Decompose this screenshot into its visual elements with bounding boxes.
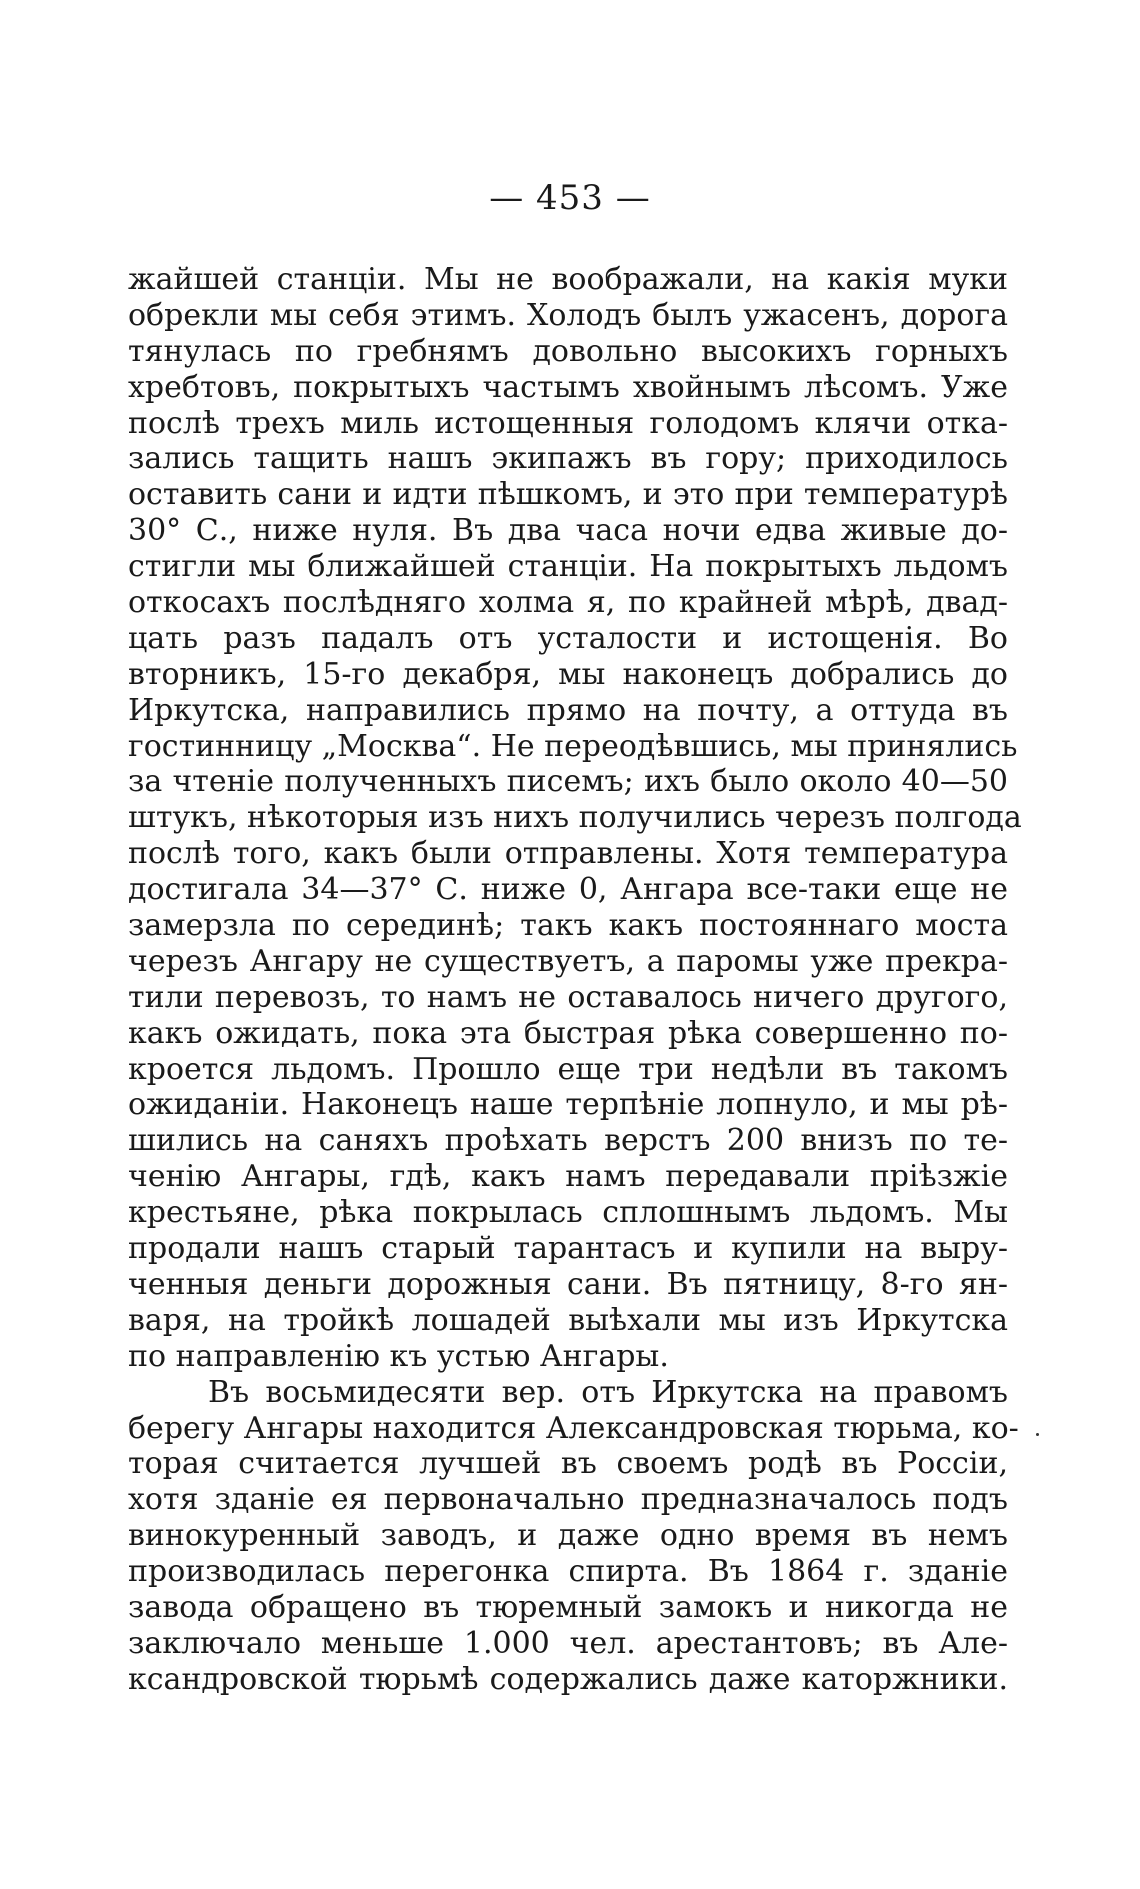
text-line: производилась перегонка спирта. Въ 1864 г. зданіе bbox=[128, 1554, 1008, 1590]
text-line: хотя зданіе ея первоначально предназначалось подъ bbox=[128, 1482, 1008, 1518]
text-line: послѣ того, какъ были отправлены. Хотя температура bbox=[128, 836, 1008, 872]
text-line: кроется льдомъ. Прошло еще три недѣли въ такомъ bbox=[128, 1051, 1008, 1087]
text-line: обрекли мы себя этимъ. Холодъ былъ ужасенъ, дорога bbox=[128, 297, 1008, 333]
text-line: продали нашъ старый тарантасъ и купили на выру- bbox=[128, 1231, 1008, 1267]
text-line: оставить сани и идти пѣшкомъ, и это при температурѣ bbox=[128, 477, 1008, 513]
text-line: вторникъ, 15-го декабря, мы наконецъ добрались до bbox=[128, 656, 1008, 692]
text-line: торая считается лучшей въ своемъ родѣ въ Россіи, bbox=[128, 1446, 1008, 1482]
paragraph-2 bbox=[128, 1374, 1019, 1698]
text-line: послѣ трехъ миль истощенныя голодомъ клячи отка- bbox=[128, 405, 1008, 441]
text-line: черезъ Ангару не существуетъ, а паромы уже прекра- bbox=[128, 943, 1008, 979]
text-line: Въ восьмидесяти вер. отъ Иркутска на правомъ bbox=[208, 1374, 1008, 1410]
text-line: по направленію къ устью Ангары. bbox=[128, 1338, 669, 1374]
text-line: берегу Ангары находится Александровская тюрьма, ко- bbox=[128, 1410, 1019, 1446]
text-line: тянулась по гребнямъ довольно высокихъ горныхъ bbox=[128, 333, 1008, 369]
text-line: жайшей станціи. Мы не воображали, на какія муки bbox=[128, 262, 1008, 297]
text-line: тили перевозъ, то намъ не оставалось ничего другого, bbox=[128, 979, 1008, 1015]
text-line: достигала 34—37° С. ниже 0, Ангара все-таки еще не bbox=[128, 872, 1008, 908]
text-line: ченію Ангары, гдѣ, какъ намъ передавали пріѣзжіе bbox=[128, 1159, 1008, 1195]
text-line: стигли мы ближайшей станціи. На покрытыхъ льдомъ bbox=[128, 549, 1008, 585]
text-line: заключало меньше 1.000 чел. арестантовъ; въ Але- bbox=[128, 1625, 1008, 1661]
text-line: гостинницу „Москва“. Не переодѣвшись, мы принялись bbox=[128, 728, 1018, 764]
text-line: ченныя деньги дорожныя сани. Въ пятницу, 8-го ян- bbox=[128, 1266, 1008, 1302]
page-number: — 453 — bbox=[489, 178, 651, 218]
text-line: замерзла по серединѣ; такъ какъ постояннаго моста bbox=[128, 908, 1008, 944]
text-line: штукъ, нѣкоторыя изъ нихъ получились черезъ полгода bbox=[128, 800, 1022, 836]
print-speck bbox=[1036, 1433, 1039, 1436]
paragraph-1 bbox=[128, 262, 1022, 1375]
text-line: винокуренный заводъ, и даже одно время въ немъ bbox=[128, 1518, 1008, 1554]
text-line: откосахъ послѣдняго холма я, по крайней мѣрѣ, двад- bbox=[128, 585, 1008, 621]
text-line: Иркутска, направились прямо на почту, а оттуда въ bbox=[128, 692, 1008, 728]
text-line: какъ ожидать, пока эта быстрая рѣка совершенно по- bbox=[128, 1015, 1008, 1051]
text-line: завода обращено въ тюремный замокъ и никогда не bbox=[128, 1589, 1008, 1625]
text-line: варя, на тройкѣ лошадей выѣхали мы изъ Иркутска bbox=[128, 1302, 1008, 1338]
text-line: зались тащить нашъ экипажъ въ гору; приходилось bbox=[128, 441, 1008, 477]
text-line: 30° С., ниже нуля. Въ два часа ночи едва живые до- bbox=[128, 513, 1008, 549]
text-line: шились на саняхъ проѣхать верстъ 200 внизъ по те- bbox=[128, 1123, 1008, 1159]
text-line: ожиданіи. Наконецъ наше терпѣніе лопнуло, и мы рѣ- bbox=[128, 1087, 1008, 1123]
text-line: хребтовъ, покрытыхъ частымъ хвойнымъ лѣсомъ. Уже bbox=[128, 369, 1008, 405]
body-text bbox=[128, 262, 1022, 1698]
text-line: за чтеніе полученныхъ писемъ; ихъ было около 40—50 bbox=[128, 764, 1008, 800]
text-line: цать разъ падалъ отъ усталости и истощенія. Во bbox=[128, 620, 1008, 656]
text-line: ксандровской тюрьмѣ содержались даже каторжники. bbox=[128, 1661, 1008, 1697]
text-line: крестьяне, рѣка покрылась сплошнымъ льдомъ. Мы bbox=[128, 1195, 1008, 1231]
